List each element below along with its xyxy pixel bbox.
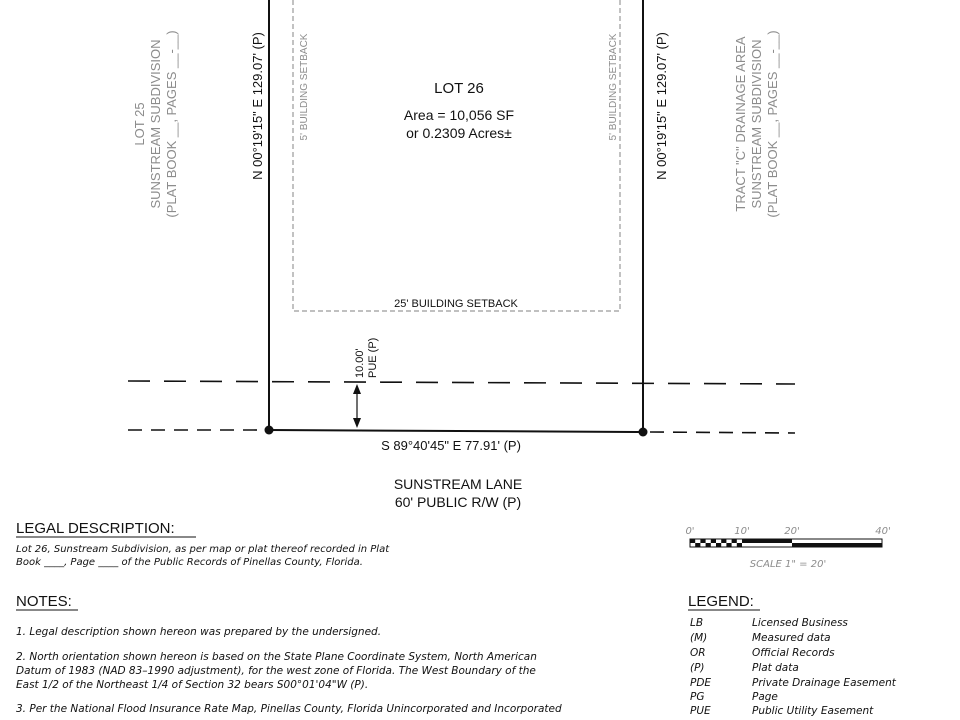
notes-heading: NOTES: xyxy=(16,593,72,610)
scale-bar-segment-10 xyxy=(742,539,792,543)
setback-label-right: 5' BUILDING SETBACK xyxy=(608,33,619,141)
south-boundary-line xyxy=(269,430,643,432)
lot-area-sf: Area = 10,056 SF xyxy=(403,107,515,123)
legal-line-2: Book ____, Page ____ of the Public Records of Pinellas County, Florida. xyxy=(16,557,363,568)
scale-bar-checker-cell xyxy=(700,539,705,543)
west-boundary-bearing: N 00°19'15" E 129.07' (P) xyxy=(250,32,265,180)
scale-tick-40: 40' xyxy=(875,526,891,537)
legend-abbr: (M) xyxy=(690,632,708,644)
lot-area-acres: or 0.2309 Acres± xyxy=(406,125,512,141)
note-2-line-3: East 1/2 of the Northeast 1/4 of Section 32 bears S00°01'04"W (P). xyxy=(16,679,369,691)
legend-list xyxy=(690,617,897,717)
legend-desc: Plat data xyxy=(752,662,799,674)
scale-bar-checker-cell xyxy=(732,539,737,543)
legend-abbr: PDE xyxy=(690,677,712,689)
scale-bar-checker-cell xyxy=(716,543,721,547)
row-line-east xyxy=(650,432,795,433)
west-adjoiner-label xyxy=(132,30,179,217)
legend-desc: Private Drainage Easement xyxy=(752,677,896,689)
east-adjoiner-label xyxy=(733,30,780,217)
legal-heading: LEGAL DESCRIPTION: xyxy=(16,520,175,537)
scale-bar-checker-cell xyxy=(726,543,731,547)
scale-bar-checker-cell xyxy=(711,539,716,543)
legend-abbr: LB xyxy=(690,617,704,629)
pue-width-label: 10.00' xyxy=(354,348,366,378)
scale-bar-checker-cell xyxy=(706,543,711,547)
legend-heading: LEGEND: xyxy=(688,593,754,610)
west-adjoiner-line-3: (PLAT BOOK __, PAGES __-__) xyxy=(164,30,179,218)
pue-arrow-down-icon xyxy=(353,418,361,428)
pue-label: PUE (P) xyxy=(367,337,379,378)
street-name: SUNSTREAM LANE xyxy=(393,476,523,492)
note-2-line-1: 2. North orientation shown hereon is based on the State Plane Coordinate System, North American xyxy=(16,651,537,663)
scale-bar-checker-cell xyxy=(721,539,726,543)
street-row: 60' PUBLIC R/W (P) xyxy=(394,494,522,510)
southeast-corner-marker xyxy=(639,428,648,437)
scale-tick-10: 10' xyxy=(734,526,750,537)
note-3-line-1: 3. Per the National Flood Insurance Rate Map, Pinellas County, Florida Unincorporated and Incorporated xyxy=(16,703,562,715)
setback-label-left: 5' BUILDING SETBACK xyxy=(299,33,310,141)
scale-bar xyxy=(685,526,890,570)
legend-desc: Official Records xyxy=(752,647,835,659)
scale-bar-checker-cell xyxy=(695,543,700,547)
setback-label-bottom: 25' BUILDING SETBACK xyxy=(394,298,518,310)
scale-caption: SCALE 1" = 20' xyxy=(749,559,827,570)
note-2-line-2: Datum of 1983 (NAD 83–1990 adjustment), for the west zone of Florida. The West Boundary of the xyxy=(16,665,536,677)
south-boundary-bearing: S 89°40'45" E 77.91' (P) xyxy=(381,438,521,453)
east-adjoiner-line-2: SUNSTREAM SUBDIVISION xyxy=(749,39,764,209)
legend-abbr: PG xyxy=(690,691,705,703)
building-setback-envelope xyxy=(293,0,620,311)
legend-abbr: OR xyxy=(690,647,706,659)
east-adjoiner-line-1: TRACT "C" DRAINAGE AREA xyxy=(733,36,748,212)
east-adjoiner-line-3: (PLAT BOOK __, PAGES __-__) xyxy=(765,30,780,218)
legend-desc: Page xyxy=(752,691,778,703)
note-1-line-1: 1. Legal description shown hereon was prepared by the undersigned. xyxy=(16,626,382,638)
legend-abbr: PUE xyxy=(690,705,711,717)
legal-line-1: Lot 26, Sunstream Subdivision, as per map or plat thereof recorded in Plat xyxy=(16,544,390,555)
scale-bar-checker-cell xyxy=(690,539,695,543)
scale-bar-checker-cell xyxy=(737,543,742,547)
legend-desc: Public Utility Easement xyxy=(752,705,874,717)
east-boundary-bearing: N 00°19'15" E 129.07' (P) xyxy=(654,32,669,180)
legend-desc: Measured data xyxy=(752,632,831,644)
legend-abbr: (P) xyxy=(690,662,705,674)
west-adjoiner-line-1: LOT 25 xyxy=(132,102,147,146)
scale-bar-segment-20 xyxy=(792,543,882,547)
southwest-corner-marker xyxy=(265,426,274,435)
lot-title: LOT 26 xyxy=(434,80,484,97)
pue-arrow-up-icon xyxy=(353,384,361,394)
pue-line xyxy=(128,381,795,384)
scale-tick-0: 0' xyxy=(685,526,695,537)
west-adjoiner-line-2: SUNSTREAM SUBDIVISION xyxy=(148,39,163,209)
legend-desc: Licensed Business xyxy=(752,617,848,629)
scale-tick-20: 20' xyxy=(784,526,800,537)
